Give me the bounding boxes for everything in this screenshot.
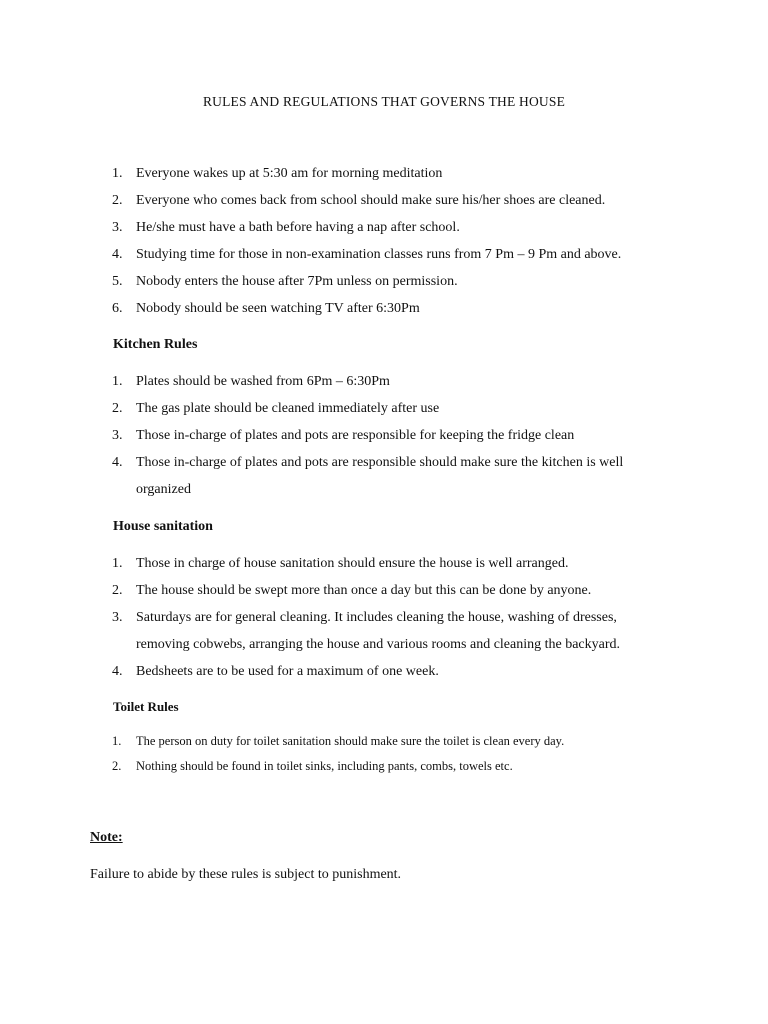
list-item: 2. Nothing should be found in toilet sinks, including pants, combs, towels etc. [112,759,513,773]
rule-text: Everyone wakes up at 5:30 am for morning meditation [136,166,443,181]
rule-text: Nobody enters the house after 7Pm unless on permission. [136,274,458,289]
rule-text: The house should be swept more than once a day but this can be done by anyone. [136,583,592,598]
general-rules-list [112,160,672,322]
kitchen-rules-list [112,368,657,503]
rule-text: The person on duty for toilet sanitation should make sure the toilet is clean every day. [136,734,565,748]
rule-text: Nobody should be seen watching TV after 6:30Pm [136,301,420,316]
list-item: 2. Everyone who comes back from school should make sure his/her shoes are cleaned. [112,193,606,208]
list-item: 4. Those in-charge of plates and pots are responsible should make sure the kitchen is well organized [112,455,624,497]
rule-text: Those in-charge of plates and pots are responsible should make sure the kitchen is well organized [136,455,624,497]
note-heading: Note: [90,830,123,845]
house-sanitation-list [112,550,657,685]
list-item: 4. Bedsheets are to be used for a maximum of one week. [112,664,439,679]
list-item: 4. Studying time for those in non-examination classes runs from 7 Pm – 9 Pm and above. [112,247,622,262]
rule-text: He/she must have a bath before having a nap after school. [136,220,460,235]
rule-text: Those in-charge of plates and pots are responsible for keeping the fridge clean [136,428,575,443]
list-item: 1. Those in charge of house sanitation should ensure the house is well arranged. [112,556,569,571]
list-item: 3. Those in-charge of plates and pots are responsible for keeping the fridge clean [112,428,575,443]
list-item: 1. Plates should be washed from 6Pm – 6:30Pm [112,374,390,389]
rule-text: Bedsheets are to be used for a maximum of one week. [136,664,439,679]
list-item: 1. Everyone wakes up at 5:30 am for morning meditation [112,166,443,181]
rule-text: The gas plate should be cleaned immediately after use [136,401,440,416]
rule-text: Nothing should be found in toilet sinks, including pants, combs, towels etc. [136,759,513,773]
rule-text: Plates should be washed from 6Pm – 6:30Pm [136,374,390,389]
toilet-rules-list [112,729,672,779]
rule-text: Everyone who comes back from school should make sure his/her shoes are cleaned. [136,193,606,208]
list-item: 3. Saturdays are for general cleaning. It includes cleaning the house, washing of dresses, removing cobwebs, arranging the house and various rooms and cleaning the backyard. [112,610,621,652]
rule-text: Studying time for those in non-examination classes runs from 7 Pm – 9 Pm and above. [136,247,622,262]
house-sanitation-heading: House sanitation [113,519,213,534]
list-item: 3. He/she must have a bath before having a nap after school. [112,220,460,235]
list-item: 6. Nobody should be seen watching TV after 6:30Pm [112,301,420,316]
document-title: RULES AND REGULATIONS THAT GOVERNS THE HOUSE [202,94,566,109]
toilet-rules-heading: Toilet Rules [113,699,179,714]
rule-text: Saturdays are for general cleaning. It includes cleaning the house, washing of dresses, removing cobwebs, arranging the house and various rooms and cleaning the backyard. [136,610,621,652]
list-item: 1. The person on duty for toilet sanitation should make sure the toilet is clean every day. [112,734,565,748]
rule-text: Those in charge of house sanitation should ensure the house is well arranged. [136,556,569,571]
list-item: 2. The house should be swept more than once a day but this can be done by anyone. [112,583,592,598]
note-text: Failure to abide by these rules is subject to punishment. [90,867,402,882]
list-item: 5. Nobody enters the house after 7Pm unless on permission. [112,274,458,289]
kitchen-rules-heading: Kitchen Rules [113,337,198,352]
list-item: 2. The gas plate should be cleaned immediately after use [112,401,440,416]
